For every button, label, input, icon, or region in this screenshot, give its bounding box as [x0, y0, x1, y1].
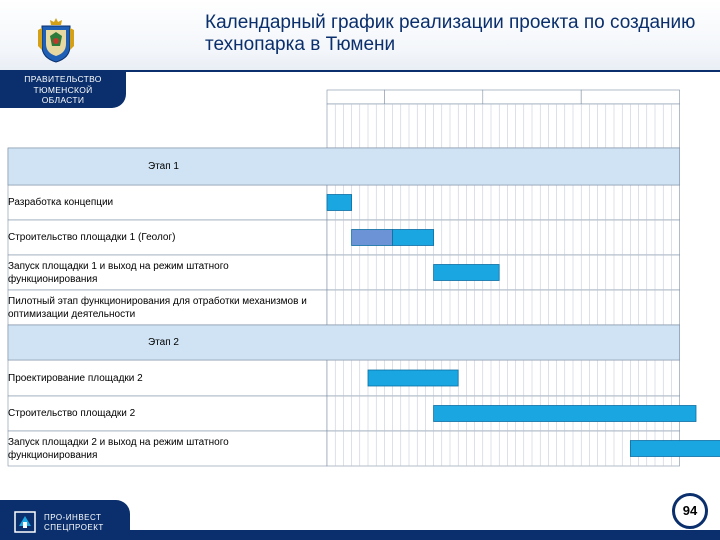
task-timeline-cell [327, 255, 680, 290]
year-header-cell [327, 90, 384, 104]
company-line-2: СПЕЦПРОЕКТ [44, 523, 104, 532]
gantt-bar [352, 230, 393, 246]
task-label: Проектирование площадки 2 [8, 372, 143, 384]
task-label: Строительство площадки 2 [8, 408, 136, 419]
task-label: Запуск площадки 2 и выход на режим штатного функционирования [8, 436, 229, 461]
gantt-bar [434, 265, 500, 281]
gantt-bar [393, 230, 434, 246]
stage-band [8, 325, 680, 360]
org-line-2: ТЮМЕНСКОЙ [33, 84, 93, 95]
company-name [44, 513, 104, 533]
task-label: Разработка концепции [8, 197, 114, 208]
gantt-bar [327, 195, 352, 211]
task-label: Пилотный этап функционирования для отработки механизмов и оптимизации деятельности [8, 295, 307, 320]
footer-bar [130, 530, 720, 540]
year-header-cell [581, 90, 679, 104]
company-line-1: ПРО-ИНВЕСТ [44, 513, 102, 522]
year-header-cell [483, 90, 581, 104]
year-header-cell [384, 90, 482, 104]
org-line-3: ОБЛАСТИ [41, 95, 85, 105]
task-label: Запуск площадки 1 и выход на режим штатного функционирования [8, 260, 229, 285]
page-number: 94 [672, 493, 708, 529]
stage-band [8, 148, 680, 185]
gantt-bar [630, 441, 720, 457]
title-line-2: технопарка в Тюмени [205, 34, 396, 55]
task-timeline-cell [327, 185, 680, 220]
stage-label: Этап 2 [148, 336, 179, 348]
gantt-bar [368, 370, 458, 386]
title-line-1: Календарный график реализации проекта по созданию [205, 12, 696, 33]
gantt-bar [434, 406, 696, 422]
task-timeline-cell [327, 290, 680, 325]
stage-label: Этап 1 [148, 160, 179, 172]
org-line-1: ПРАВИТЕЛЬСТВО [24, 74, 102, 84]
task-timeline-cell [327, 431, 680, 466]
month-header [327, 104, 680, 148]
task-label: Строительство площадки 1 (Геолог) [8, 232, 176, 243]
company-logo-icon [14, 511, 36, 533]
